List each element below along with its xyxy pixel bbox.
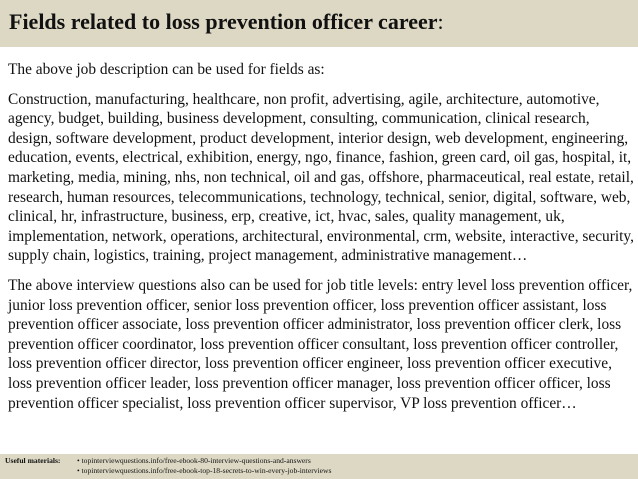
page-title bbox=[9, 9, 638, 35]
content-body bbox=[8, 60, 634, 413]
footer-link-1[interactable]: • topinterviewquestions.info/free-ebook-80-interview-questions-and-answers bbox=[77, 456, 311, 465]
footer-row-1 bbox=[5, 456, 638, 466]
title-bar bbox=[0, 0, 638, 47]
page-title-text: Fields related to loss prevention officer career bbox=[9, 9, 438, 34]
footer-link-2[interactable]: • topinterviewquestions.info/free-ebook-top-18-secrets-to-win-every-job-interviews bbox=[77, 466, 332, 475]
fields-paragraph: Construction, manufacturing, healthcare, non profit, advertising, agile, architecture, automotive, agency, budget, building, business development, consulting, communication, clinical research, design, software development, product development, interior design, web development, engineering, education, events, electrical, exhibition, energy, ngo, finance, fashion, green card, oil gas, hospital, it, marketing, media, mining, nhs, non technical, oil and gas, offshore, pharmaceutical, real estate, retail, research, human resources, telecommunications, technology, technical, senior, digital, software, web, clinical, hr, infrastructure, business, erp, creative, ict, hvac, sales, quality management, uk, implementation, network, operations, architectural, environmental, crm, website, interactive, security, supply chain, logistics, training, project management, administrative management… bbox=[8, 90, 634, 265]
page-title-colon: : bbox=[437, 9, 444, 34]
intro-paragraph: The above job description can be used for fields as: bbox=[8, 61, 325, 78]
footer-row-2 bbox=[5, 466, 638, 476]
footer-bar bbox=[0, 454, 638, 479]
useful-materials-label: Useful materials: bbox=[5, 456, 61, 465]
job-levels-paragraph: The above interview questions also can be used for job title levels: entry level loss prevention officer, junior loss prevention officer, senior loss prevention officer, loss prevention officer assistant, loss prevention officer associate, loss prevention officer administrator, loss prevention officer clerk, loss prevention officer coordinator, loss prevention officer consultant, loss prevention officer controller, loss prevention officer director, loss prevention officer engineer, loss prevention officer executive, loss prevention officer leader, loss prevention officer manager, loss prevention officer officer, loss prevention officer specialist, loss prevention officer supervisor, VP loss prevention officer… bbox=[8, 276, 633, 412]
